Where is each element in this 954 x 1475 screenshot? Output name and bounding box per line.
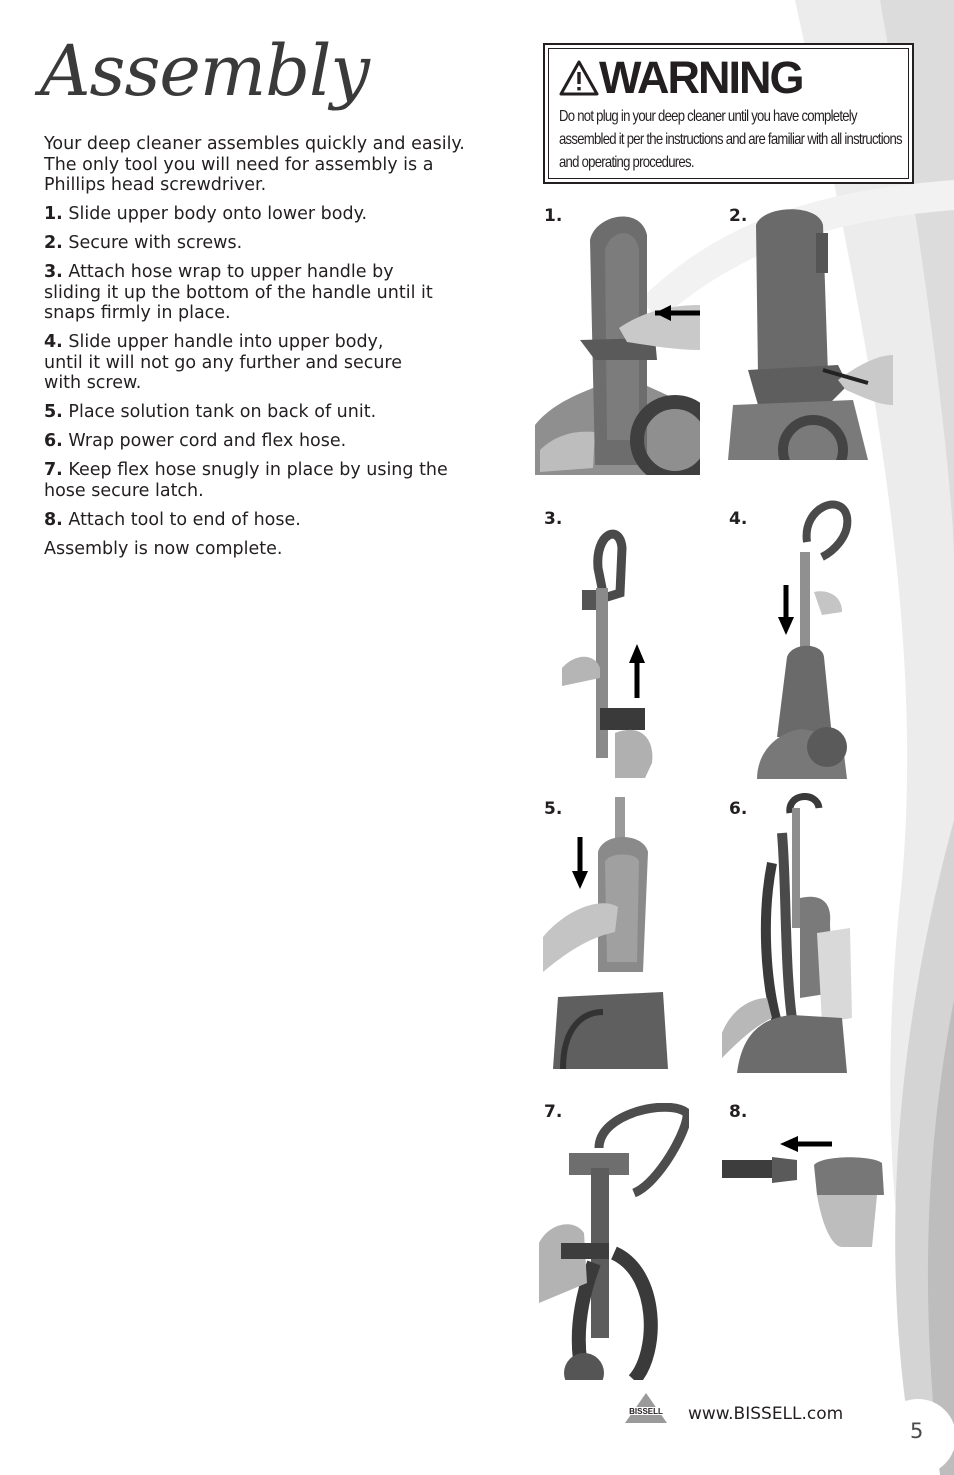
figure-label-8: 8.	[729, 1102, 748, 1122]
step-number: 3.	[44, 262, 63, 282]
step-text: Wrap power cord and flex hose.	[68, 431, 347, 451]
warning-box	[543, 43, 914, 184]
step-text: Attach tool to end of hose.	[68, 509, 301, 530]
step-text: Place solution tank on back of unit.	[68, 402, 377, 422]
step-number: 2.	[44, 233, 63, 253]
step-5-photo	[543, 797, 673, 1069]
warning-triangle-icon	[559, 60, 599, 96]
step-number: 6.	[44, 431, 63, 451]
list-item	[44, 402, 484, 423]
step-number: 7.	[44, 460, 63, 480]
step-number: 5.	[44, 402, 63, 422]
figure-label-1: 1.	[544, 206, 563, 226]
list-item	[44, 431, 484, 452]
list-item	[44, 204, 484, 225]
website-url: www.BISSELL.com	[688, 1404, 844, 1424]
figure-label-7: 7.	[544, 1102, 563, 1122]
step-number: 4.	[44, 332, 63, 352]
step-number: 1.	[44, 204, 63, 224]
figure-label-5: 5.	[544, 799, 563, 819]
completion-note: Assembly is now complete.	[44, 538, 283, 559]
figure-label-4: 4.	[729, 509, 748, 529]
page-number: 5	[910, 1419, 924, 1443]
assembly-steps-list	[44, 204, 484, 559]
warning-text: Do not plug in your deep cleaner until you have completely assembled it per the instructions and are familiar with all instructions and operating procedures.	[559, 108, 902, 171]
bissell-logo-text: BISSELL	[629, 1407, 663, 1416]
bissell-logo	[623, 1393, 669, 1431]
list-item	[44, 332, 409, 394]
figure-label-6: 6.	[729, 799, 748, 819]
figure-label-3: 3.	[544, 509, 563, 529]
list-item	[44, 233, 484, 254]
step-1-photo	[535, 210, 700, 475]
step-text: Secure with screws.	[68, 233, 243, 253]
step-7-photo	[539, 1103, 689, 1380]
step-text: Slide upper handle into upper body, until it will not go any further and secure with screw.	[44, 332, 402, 393]
page-title: Assembly	[40, 30, 369, 112]
list-item	[44, 460, 474, 501]
step-text: Slide upper body onto lower body.	[68, 204, 368, 224]
step-8-photo	[722, 1135, 887, 1247]
list-item	[44, 510, 484, 531]
intro-paragraph: Your deep cleaner assembles quickly and easily. The only tool you will need for assembly is a Phillips head screwdriver.	[44, 134, 465, 195]
step-3-photo	[560, 528, 660, 778]
step-2-photo	[728, 205, 893, 460]
warning-title: WARNING	[599, 52, 803, 103]
list-item	[44, 262, 444, 324]
step-number: 8.	[44, 509, 63, 530]
figure-label-2: 2.	[729, 206, 748, 226]
step-text: Keep flex hose snugly in place by using the hose secure latch.	[44, 460, 448, 501]
step-4-photo	[752, 497, 852, 779]
step-6-photo	[722, 793, 852, 1073]
step-text: Attach hose wrap to upper handle by sliding it up the bottom of the handle until it snaps firmly in place.	[44, 262, 433, 323]
